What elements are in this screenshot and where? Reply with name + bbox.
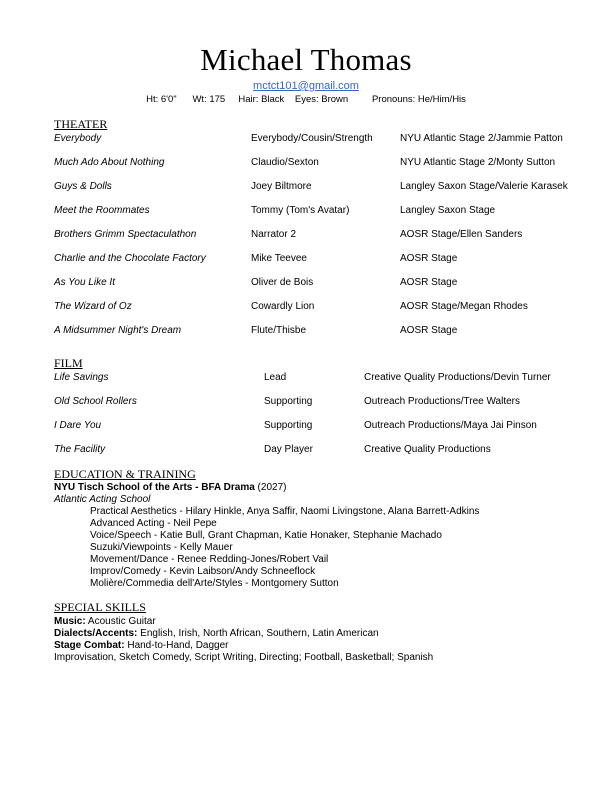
credit-title: Brothers Grimm Spectaculathon xyxy=(54,229,197,240)
course-item: Suzuki/Viewpoints - Kelly Mauer xyxy=(90,542,233,553)
theater-credit-row xyxy=(0,133,612,147)
credit-role: Claudio/Sexton xyxy=(251,157,319,168)
dialects-label: Dialects/Accents: xyxy=(54,628,138,639)
course-item: Improv/Comedy - Kevin Laibson/Andy Schneeflock xyxy=(90,566,316,577)
theater-credit-row xyxy=(0,253,612,267)
credit-venue: Langley Saxon Stage/Valerie Karasek xyxy=(400,181,568,192)
physical-stats: Ht: 6'0" Wt: 175 Hair: Black Eyes: Brown Pronouns: He/Him/His xyxy=(146,94,466,105)
credit-venue: NYU Atlantic Stage 2/Jammie Patton xyxy=(400,133,563,144)
education-heading: EDUCATION & TRAINING xyxy=(54,467,196,481)
theater-credit-row xyxy=(0,181,612,195)
dialects-value: English, Irish, North African, Southern, Latin American xyxy=(137,628,379,639)
credit-title: Charlie and the Chocolate Factory xyxy=(54,253,206,264)
credit-venue: Creative Quality Productions/Devin Turner xyxy=(364,372,551,383)
credit-role: Narrator 2 xyxy=(251,229,297,240)
skills-heading: SPECIAL SKILLS xyxy=(54,600,146,614)
combat-skill xyxy=(54,640,229,651)
credit-venue: AOSR Stage xyxy=(400,277,458,288)
credit-title: As You Like It xyxy=(54,277,115,288)
music-value: Acoustic Guitar xyxy=(85,616,156,627)
theater-credit-row xyxy=(0,277,612,291)
other-skills: Improvisation, Sketch Comedy, Script Writing, Directing; Football, Basketball; Spanish xyxy=(54,652,434,663)
credit-title: Guys & Dolls xyxy=(54,181,112,192)
credit-role: Oliver de Bois xyxy=(251,277,314,288)
credit-title: Life Savings xyxy=(54,372,109,383)
credit-role: Tommy (Tom's Avatar) xyxy=(251,205,350,216)
credit-title: A Midsummer Night's Dream xyxy=(54,325,182,336)
credit-role: Mike Teevee xyxy=(251,253,307,264)
theater-credit-row xyxy=(0,301,612,315)
course-item: Voice/Speech - Katie Bull, Grant Chapman, Katie Honaker, Stephanie Machado xyxy=(90,530,442,541)
credit-venue: AOSR Stage/Megan Rhodes xyxy=(400,301,528,312)
school-line xyxy=(54,482,286,493)
credit-venue: Langley Saxon Stage xyxy=(400,205,496,216)
film-credit-row xyxy=(0,396,612,410)
credit-role: Supporting xyxy=(264,396,313,407)
school-name: NYU Tisch School of the Arts - BFA Drama xyxy=(54,482,255,493)
course-item: Advanced Acting - Neil Pepe xyxy=(90,518,217,529)
credit-venue: AOSR Stage xyxy=(400,253,458,264)
credit-venue: Creative Quality Productions xyxy=(364,444,491,455)
film-credit-row xyxy=(0,444,612,458)
credit-role: Day Player xyxy=(264,444,313,455)
theater-heading: THEATER xyxy=(54,117,108,131)
credit-title: The Wizard of Oz xyxy=(54,301,132,312)
theater-credit-row xyxy=(0,325,612,339)
film-credit-row xyxy=(0,420,612,434)
credit-venue: Outreach Productions/Maya Jai Pinson xyxy=(364,420,537,431)
credit-role: Everybody/Cousin/Strength xyxy=(251,133,373,144)
actor-name: Michael Thomas xyxy=(200,42,412,77)
credit-role: Joey Biltmore xyxy=(251,181,312,192)
credit-role: Flute/Thisbe xyxy=(251,325,307,336)
email-link[interactable]: mctct101@gmail.com xyxy=(253,80,359,92)
combat-value: Hand-to-Hand, Dagger xyxy=(124,640,229,651)
credit-venue: AOSR Stage xyxy=(400,325,458,336)
theater-credit-row xyxy=(0,157,612,171)
credit-role: Supporting xyxy=(264,420,313,431)
film-heading: FILM xyxy=(54,356,83,370)
course-item: Practical Aesthetics - Hilary Hinkle, Anya Saffir, Naomi Livingstone, Alana Barrett-Adkins xyxy=(90,506,480,517)
credit-title: I Dare You xyxy=(54,420,102,431)
credit-title: Meet the Roommates xyxy=(54,205,150,216)
course-item: Molière/Commedia dell'Arte/Styles - Montgomery Sutton xyxy=(90,578,339,589)
combat-label: Stage Combat: xyxy=(54,640,125,651)
credit-role: Lead xyxy=(264,372,287,383)
theater-credit-row xyxy=(0,205,612,219)
music-skill xyxy=(54,616,156,627)
credit-title: Much Ado About Nothing xyxy=(54,157,165,168)
music-label: Music: xyxy=(54,616,86,627)
theater-credit-row xyxy=(0,229,612,243)
credit-venue: NYU Atlantic Stage 2/Monty Sutton xyxy=(400,157,556,168)
course-item: Movement/Dance - Renee Redding-Jones/Robert Vail xyxy=(90,554,329,565)
film-credit-row xyxy=(0,372,612,386)
credit-title: Old School Rollers xyxy=(54,396,137,407)
credit-role: Cowardly Lion xyxy=(251,301,315,312)
credit-title: The Facility xyxy=(54,444,106,455)
credit-venue: AOSR Stage/Ellen Sanders xyxy=(400,229,523,240)
studio-name: Atlantic Acting School xyxy=(54,494,151,505)
graduation-year: (2027) xyxy=(254,482,287,493)
dialects-skill xyxy=(54,628,379,639)
credit-title: Everybody xyxy=(54,133,102,144)
credit-venue: Outreach Productions/Tree Walters xyxy=(364,396,520,407)
